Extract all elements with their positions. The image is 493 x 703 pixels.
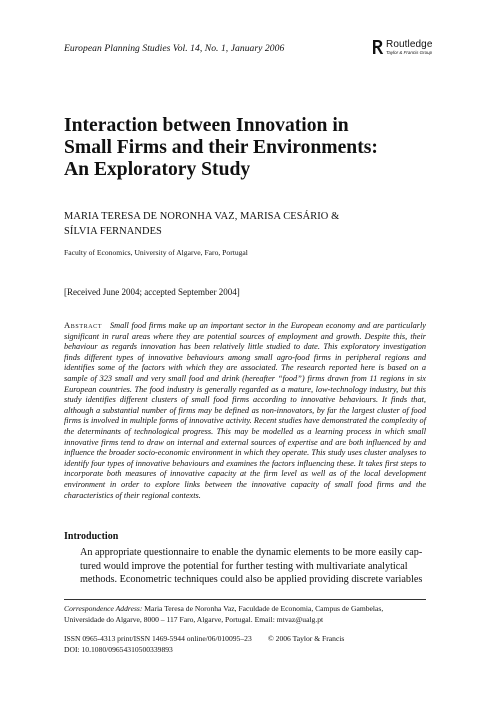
doi: DOI: 10.1080/09654310500339893 bbox=[64, 644, 173, 654]
journal-citation: European Planning Studies Vol. 14, No. 1, January 2006 bbox=[64, 43, 285, 54]
author-list bbox=[64, 210, 339, 239]
introduction-body bbox=[64, 546, 426, 587]
body-line: An appropriate questionnaire to enable the dynamic elements to be more easily cap- bbox=[80, 547, 423, 558]
article-title bbox=[64, 115, 424, 181]
body-line: methods. Econometric techniques could also be applied providing discrete variables bbox=[80, 574, 423, 586]
publication-info bbox=[64, 634, 429, 655]
publisher-name: Routledge bbox=[386, 39, 433, 50]
section-heading-introduction: Introduction bbox=[64, 531, 119, 542]
footnote-rule bbox=[64, 599, 426, 600]
author-line: MARIA TERESA DE NORONHA VAZ, MARISA CESÁRIO & bbox=[64, 211, 340, 222]
author-line: SÍLVIA FERNANDES bbox=[64, 225, 162, 237]
correspondence-line: Maria Teresa de Noronha Vaz, Faculdade de Economia, Campus de Gambelas, bbox=[144, 604, 384, 613]
title-line: Interaction between Innovation in bbox=[64, 115, 349, 136]
body-line: tured would improve the potential for further testing with multivariate analytical bbox=[80, 560, 408, 572]
received-dates: [Received June 2004; accepted September 2004] bbox=[64, 287, 240, 297]
publisher-group: Taylor & Francis Group bbox=[386, 50, 433, 55]
abstract-text: Small food firms make up an important sector in the European economy and are particularly significant in rural areas where they are potential sources of employment and growth. Despite this, their behaviour as regards innovation has been relatively little studied to date. This exploratory investigation finds different types of innovative behaviours among small agro-food firms in peripheral regions and identifies some of the factors with which they are associated. The research reported here is based on a sample of 323 small and very small food and drink (hereafter “food”) firms drawn from 11 regions in six European countries. The food industry is generally regarded as a mature, low-technology industry, but this study identifies different clusters of small food firms according to innovative behaviours. It finds that, although a substantial number of firms may be defined as non-innovators, by far the largest cluster of food firms is involved in multiple forms of innovative activity. Recent studies have demonstrated the complexity of the determinants of technological progress. This may be modelled as a learning process in which small innovative firms tend to draw on internal and external sources of expertise and are both influenced by and influence the broader socio-economic environment in which they operate. This study uses cluster analyses to identify four types of innovative behaviours and examines the factors influencing these. It takes first steps to incorporate both measures of innovative capacity at the firm level as well as of the local development environment in order to explore links between the innovative capacity of small food firms and the characteristics of their regional contexts. bbox=[64, 321, 426, 500]
correspondence-label: Correspondence Address: bbox=[64, 604, 143, 613]
correspondence-address bbox=[64, 604, 429, 625]
issn: ISSN 0965-4313 print/ISSN 1469-5944 online/06/010095–23 bbox=[64, 634, 252, 643]
title-line: Small Firms and their Environments: bbox=[64, 137, 378, 158]
title-line: An Exploratory Study bbox=[64, 159, 251, 180]
abstract-label: Abstract bbox=[64, 320, 103, 330]
abstract bbox=[64, 320, 426, 501]
affiliation: Faculty of Economics, University of Algarve, Faro, Portugal bbox=[64, 248, 248, 257]
correspondence-line: Universidade do Algarve, 8000 – 117 Faro, Algarve, Portugal. Email: mtvaz@ualg.pt bbox=[64, 614, 324, 624]
routledge-mark-icon bbox=[372, 39, 384, 55]
copyright: © 2006 Taylor & Francis bbox=[268, 634, 345, 643]
publisher-logo bbox=[372, 39, 444, 57]
